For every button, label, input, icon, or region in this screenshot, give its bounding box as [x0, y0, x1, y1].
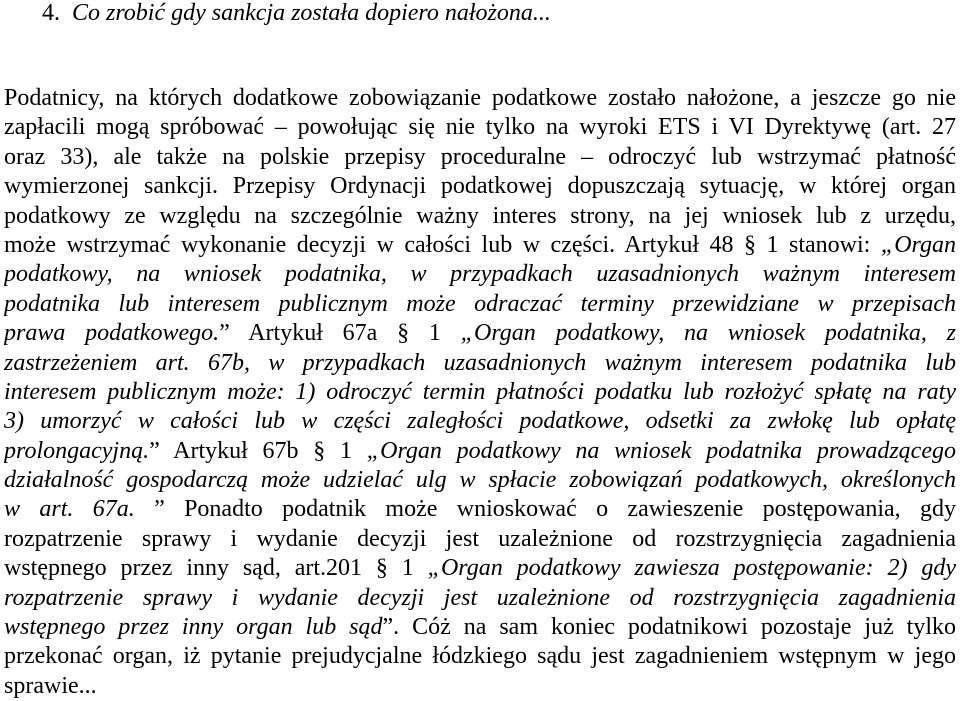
quoted-text-segment: „Organ podatkowy zawiesza postępowanie: 2) gdy — [427, 555, 956, 582]
text-segment: Podatnicy, na których dodatkowe zobowiązanie podatkowe zostało nałożone, a jeszcze go nie — [4, 85, 956, 111]
text-segment: ” Ponadto podatnik może wnioskować o zawieszenie postępowania, gdy — [134, 496, 956, 523]
quoted-text-segment: podatkowy, na wniosek podatnika, w przypadkach uzasadnionych ważnym interesem — [4, 261, 956, 288]
text-segment: oraz 33), ale także na polskie przepisy proceduralne – odroczyć lub wstrzymać płatność — [4, 143, 956, 170]
section-heading — [42, 0, 551, 26]
section-title: Co zrobić gdy sankcja została dopiero nałożona... — [72, 0, 551, 26]
paragraph-line — [4, 437, 956, 466]
paragraph-line — [4, 319, 956, 348]
quoted-text-segment: w art. 67a. — [4, 496, 135, 523]
paragraph-line — [4, 378, 956, 407]
text-segment: przekonać organ, iż pytanie prejudycjalne łódzkiego sądu jest zagadnieniem wstępnym w jego — [4, 643, 956, 670]
quoted-text-segment: „Organ podatkowy, na wniosek podatnika, z — [460, 320, 956, 347]
text-segment: ” Artykuł 67a § 1 — [219, 320, 461, 347]
quoted-text-segment: prolongacyjną. — [4, 437, 150, 464]
quoted-text-segment: 3) umorzyć w całości lub w części zaległości podatkowe, odsetki za zwłokę lub opłatę — [4, 408, 956, 435]
body-paragraph — [4, 84, 956, 701]
quoted-text-segment: wstępnego przez inny organ lub sąd — [4, 614, 383, 641]
paragraph-line — [4, 290, 956, 319]
paragraph-line — [4, 407, 956, 436]
paragraph-line — [4, 466, 956, 495]
paragraph-line — [4, 260, 956, 289]
quoted-text-segment: „Organ podatkowy na wniosek podatnika prowadzącego — [366, 437, 956, 464]
quoted-text-segment: działalność gospodarczą może udzielać ulg w spłacie zobowiązań podatkowych, określonych — [4, 467, 956, 494]
paragraph-line — [4, 584, 956, 613]
paragraph-line — [4, 143, 956, 172]
quoted-text-segment: zastrzeżeniem art. 67b, w przypadkach uzasadnionych ważnym interesem podatnika lub — [4, 349, 956, 376]
paragraph-line — [4, 349, 956, 378]
quoted-text-segment: rozpatrzenie sprawy i wydanie decyzji jest uzależnione od rozstrzygnięcia zagadnienia — [4, 584, 956, 611]
paragraph-line — [4, 642, 956, 671]
text-segment: wstępnego przez inny sąd, art.201 § 1 — [4, 555, 428, 582]
section-number: 4. — [42, 0, 60, 26]
text-segment: wymierzonej sankcji. Przepisy Ordynacji podatkowej dopuszczają sytuację, w której organ — [4, 173, 956, 200]
paragraph-line — [4, 495, 956, 524]
paragraph-line — [4, 113, 956, 142]
text-segment: ” Artykuł 67b § 1 — [149, 437, 367, 464]
text-segment: podatkowy ze względu na szczególnie ważny interes strony, na jej wniosek lub z urzędu, — [4, 202, 956, 229]
paragraph-line — [4, 84, 956, 113]
paragraph-line — [4, 672, 956, 701]
quoted-text-segment: prawa podatkowego. — [4, 320, 220, 347]
paragraph-line — [4, 231, 956, 260]
quoted-text-segment: podatnika lub interesem publicznym może odraczać terminy przewidziane w przepisach — [4, 290, 956, 317]
text-segment: zapłacili mogą spróbować – powołując się nie tylko na wyroki ETS i VI Dyrektywę (art. 27 — [4, 114, 956, 141]
text-segment: ”. Cóż na sam koniec podatnikowi pozostaje już tylko — [382, 614, 956, 641]
paragraph-line — [4, 202, 956, 231]
paragraph-line — [4, 613, 956, 642]
text-segment: rozpatrzenie sprawy i wydanie decyzji jest uzależnione od rozstrzygnięcia zagadnienia — [4, 525, 956, 552]
quoted-text-segment: interesem publicznym może: 1) odroczyć termin płatności podatku lub rozłożyć spłatę na raty — [4, 378, 956, 405]
quoted-text-segment: „Organ — [880, 231, 956, 258]
paragraph-line — [4, 554, 956, 583]
paragraph-line — [4, 172, 956, 201]
text-segment: sprawie... — [4, 672, 97, 699]
paragraph-line — [4, 525, 956, 554]
text-segment: może wstrzymać wykonanie decyzji w całości lub w części. Artykuł 48 § 1 stanowi: — [4, 231, 881, 258]
